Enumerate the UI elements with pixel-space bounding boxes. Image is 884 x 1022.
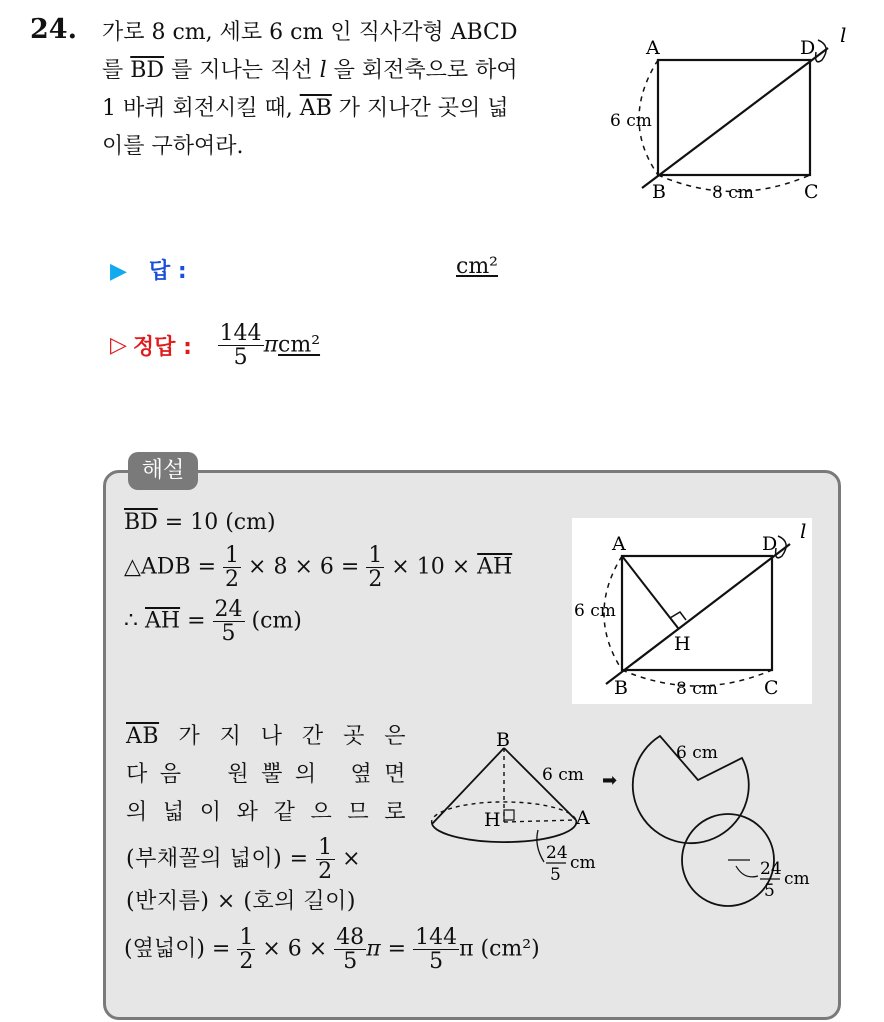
cone-figure [426,726,616,886]
question-line-2: 를 $\overline{BD}$ 를 지나는 직선 l 을 회전축으로 하여 [102,58,518,83]
rectangle-figure [600,20,860,210]
segment-bd: $\overline{BD}$ [130,58,165,83]
svg-text:5: 5 [764,881,775,901]
solution-explanation [126,718,406,921]
right-angle-mark [670,612,686,620]
answer-row [110,254,187,285]
correct-answer-row: ▷ 정답 : $\frac{144}{5}$ πcm² [110,321,321,371]
svg-text:H: H [674,633,691,655]
outline-triangle-icon: ▷ [110,332,127,358]
svg-text:6 cm: 6 cm [542,765,584,785]
svg-text:5: 5 [550,865,561,885]
svg-text:B: B [614,677,628,699]
answer-unit: cm² [456,254,499,279]
arrow-right-icon: ➡ [602,770,618,791]
svg-text:8 cm: 8 cm [676,679,718,699]
correct-label: 정답 : [132,335,192,361]
label-8cm: 8 cm [712,183,754,203]
rectangle-with-height-figure [572,518,812,704]
cone-net-figure [626,724,826,914]
svg-text:cm: cm [570,853,596,873]
solution-line-1: $\overline{BD} = 10$ (cm) [124,510,276,535]
svg-text:l: l [800,519,807,543]
question-text [102,14,582,166]
solution-line-3: ∴ $\overline{AH}$ = $\frac{24}{5}$ (cm) [124,597,302,647]
sol-text-line-3: 의 넓 이 와 같 으 므 로 [126,800,406,825]
svg-text:24: 24 [760,859,782,879]
svg-text:24: 24 [546,843,568,863]
solution-line-2: △ADB = $\frac{1}{2}$ × 8 × 6 = $\frac{1}{2}$ × $10 \times \overline{AH}$ [124,543,513,593]
svg-text:B: B [496,729,510,751]
answer-label: 답 : [148,259,187,284]
svg-text:A: A [576,807,590,829]
label-l: l [840,23,847,47]
correct-fraction: $\frac{144}{5}$ [219,321,262,371]
svg-text:A: A [612,533,626,555]
correct-unit: cm² [278,332,321,358]
solution-tag: 해설 [128,452,198,490]
label-6cm: 6 cm [610,111,652,131]
sol-text-line-2: 다 음 원 뿔 의 옆 면 [126,762,406,787]
svg-text:H: H [484,809,501,831]
play-triangle-icon: ▶ [110,259,127,284]
label-a: A [646,37,660,59]
sol-text-line-4: (부채꼴의 넓이) = $\frac{1}{2}$ × [126,835,362,885]
segment-ab: $\overline{AB}$ [299,96,332,121]
label-d: D [800,37,816,59]
solution-final-line: (옆넓이) = $\frac{1}{2}$ × 6 × $\frac{48}{5}$ π = $\frac{144}{5}$ π (cm²) [124,925,540,975]
question-line-1: 가로 8 cm, 세로 6 cm 인 직사각형 ABCD [102,20,518,45]
height-ah [622,556,678,628]
label-c: C [804,181,819,203]
sol-text-line-5: (반지름) × (호의 길이) [126,889,357,915]
question-number: 24. [30,14,77,45]
axis-line-l [642,48,828,188]
label-b: B [652,181,666,203]
question-line-3: 1 바퀴 회전시킬 때, $\overline{AB}$ 가 지나간 곳의 넓 [102,96,509,121]
svg-text:6 cm: 6 cm [676,743,718,763]
question-line-4: 이를 구하여라. [102,134,244,159]
svg-text:C: C [764,677,779,699]
svg-text:cm: cm [784,869,810,889]
svg-text:6 cm: 6 cm [574,601,616,621]
sol-text-line-1: $\overline{AB}$ 가 지 나 간 곳 은 [126,724,406,749]
line-l: l [319,58,327,83]
svg-text:D: D [762,533,778,555]
